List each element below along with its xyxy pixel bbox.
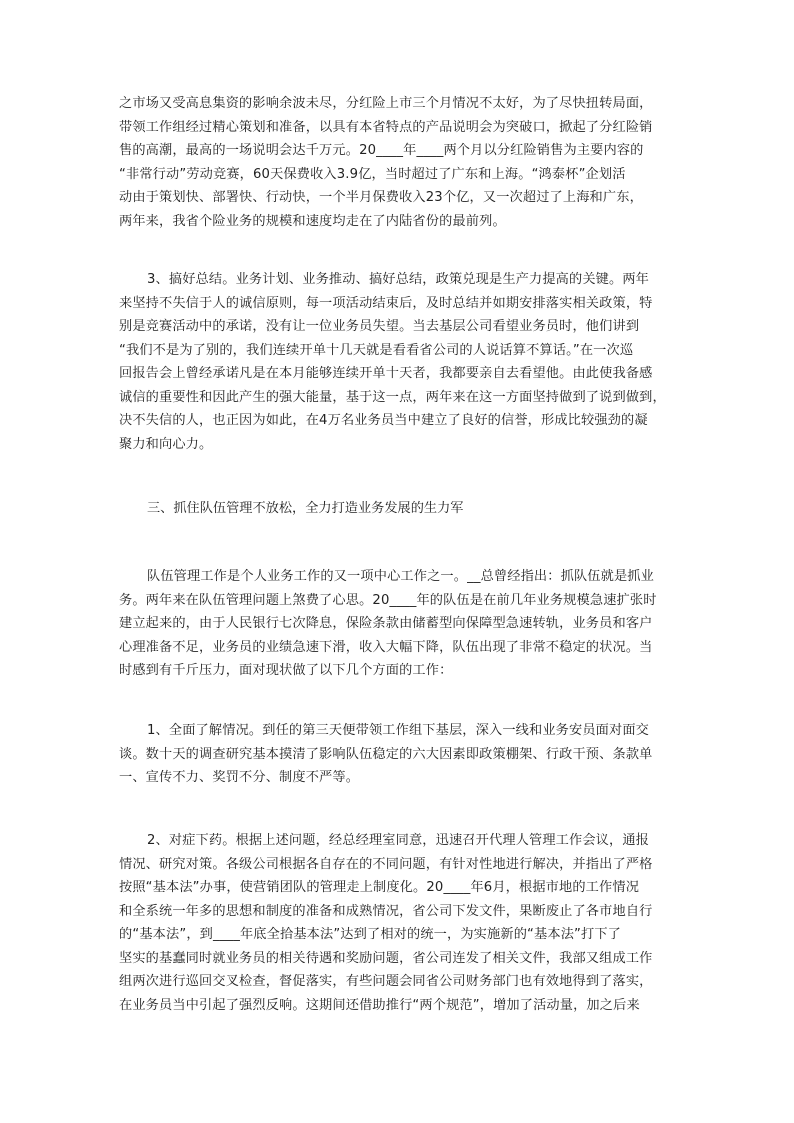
text-line: 按照“基本法”办事，使营销团队的管理走上制度化。20____年6月，根据市地的工作情况 [119, 880, 640, 895]
text-line: 回报告会上曾经承诺凡是在本月能够连续开单十天者，我都要亲自去看望他。由此使我备感 [119, 366, 653, 381]
text-line: “非常行动”劳动竞赛，60天保费收入3.9亿，当时超过了广东和上海。“鸿泰杯”企划活 [119, 166, 626, 182]
section-heading: 三、抓住队伍管理不放松，全力打造业务发展的生力军 [147, 501, 464, 516]
text-line: 别是竞赛活动中的承诺，没有让一位业务员失望。当去基层公司看望业务员时，他们讲到 [119, 319, 640, 334]
text-line: 心理准备不足，业务员的业绩急速下滑，收入大幅下降，队伍出现了非常不稳定的状况。当 [119, 639, 653, 655]
text-line: 1、全面了解情况。到任的第三天便带领工作组下基层，深入一线和业务安员面对面交 [147, 723, 650, 738]
text-line: 售的高潮，最高的一场说明会达千万元。20____年____两个月以分红险销售为主要内容的 [119, 143, 644, 158]
text-line: 组两次进行巡回交叉检查，督促落实，有些问题会同省公司财务部门也有效地得到了落实， [119, 974, 653, 989]
text-line: 决不失信的人，也正因为如此，在4万名业务员当中建立了良好的信誉，形成比较强劲的凝 [119, 413, 648, 428]
paragraph-2 [119, 268, 685, 456]
text-line: 建立起来的，由于人民银行七次降息，保险条款由储蓄型向保障型急速转轨，业务员和客户 [119, 616, 653, 631]
text-line: 一、宣传不力、奖罚不分、制度不严等。 [119, 770, 360, 785]
paragraph-1 [119, 92, 685, 233]
text-line: 两年来，我省个险业务的规模和速度均走在了内陆省份的最前列。 [119, 213, 506, 229]
paragraph-5 [119, 829, 685, 1017]
text-line: 带领工作组经过精心策划和准备，以具有本省特点的产品说明会为突破口，掀起了分红险销 [119, 119, 653, 135]
text-line: 坚实的基蠢同时就业务员的相关待遇和奖励问题，省公司连发了相关文件，我部又组成工作 [119, 950, 653, 966]
text-line: 来坚持不失信于人的诚信原则，每一项活动结束后，及时总结并如期安排落实相关政策，特 [119, 295, 653, 311]
text-line: 和全系统一年多的思想和制度的准备和成熟情况，省公司下发文件，果断废止了各市地自行 [119, 903, 653, 919]
text-line: 谈。数十天的调查研究基本摸清了影响队伍稳定的六大因素即政策棚架、行政干预、条款单 [119, 746, 653, 762]
text-line: 聚力和向心力。 [119, 436, 213, 452]
text-line: 之市场又受高息集资的影响余波未尽，分红险上市三个月情况不太好，为了尽快扭转局面， [119, 96, 653, 111]
text-line: 情况、研究对策。各级公司根据各自存在的不同问题，有针对性地进行解决，并指出了严格 [119, 856, 653, 872]
text-line: “我们不是为了别的，我们连续开单十几天就是看看省公司的人说话算不算话。”在一次巡 [119, 342, 634, 358]
text-line: 诚信的重要性和因此产生的强大能量，基于这一点，两年来在这一方面坚持做到了说到做到， [119, 389, 666, 405]
text-line: 3、搞好总结。业务计划、业务推动、搞好总结，政策兑现是生产力提高的关键。两年 [147, 272, 650, 287]
text-line: 的“基本法”，到____年底全拾基本法”达到了相对的统一，为实施新的“基本法”打下了 [119, 927, 622, 942]
text-line: 队伍管理工作是个人业务工作的又一项中心工作之一。__总曾经指出：抓队伍就是抓业 [147, 569, 654, 584]
text-line: 在业务员当中引起了强烈反响。这期间还借助推行“两个规范”，增加了活动量，加之后来 [119, 997, 640, 1013]
text-line: 务。两年来在队伍管理问题上煞费了心思。20____年的队伍是在前几年业务规模急速扩张时 [119, 592, 657, 608]
text-line: 2、对症下药。根据上述问题，经总经理室同意，迅速召开代理人管理工作会议，通报 [147, 833, 650, 848]
text-line: 动由于策划快、部署快、行动快，一个半月保费收入23个亿，又一次超过了上海和广东， [119, 190, 643, 205]
text-line: 时感到有千斤压力，面对现状做了以下几个方面的工作： [119, 663, 453, 678]
paragraph-3 [119, 565, 685, 683]
paragraph-4 [119, 719, 685, 790]
